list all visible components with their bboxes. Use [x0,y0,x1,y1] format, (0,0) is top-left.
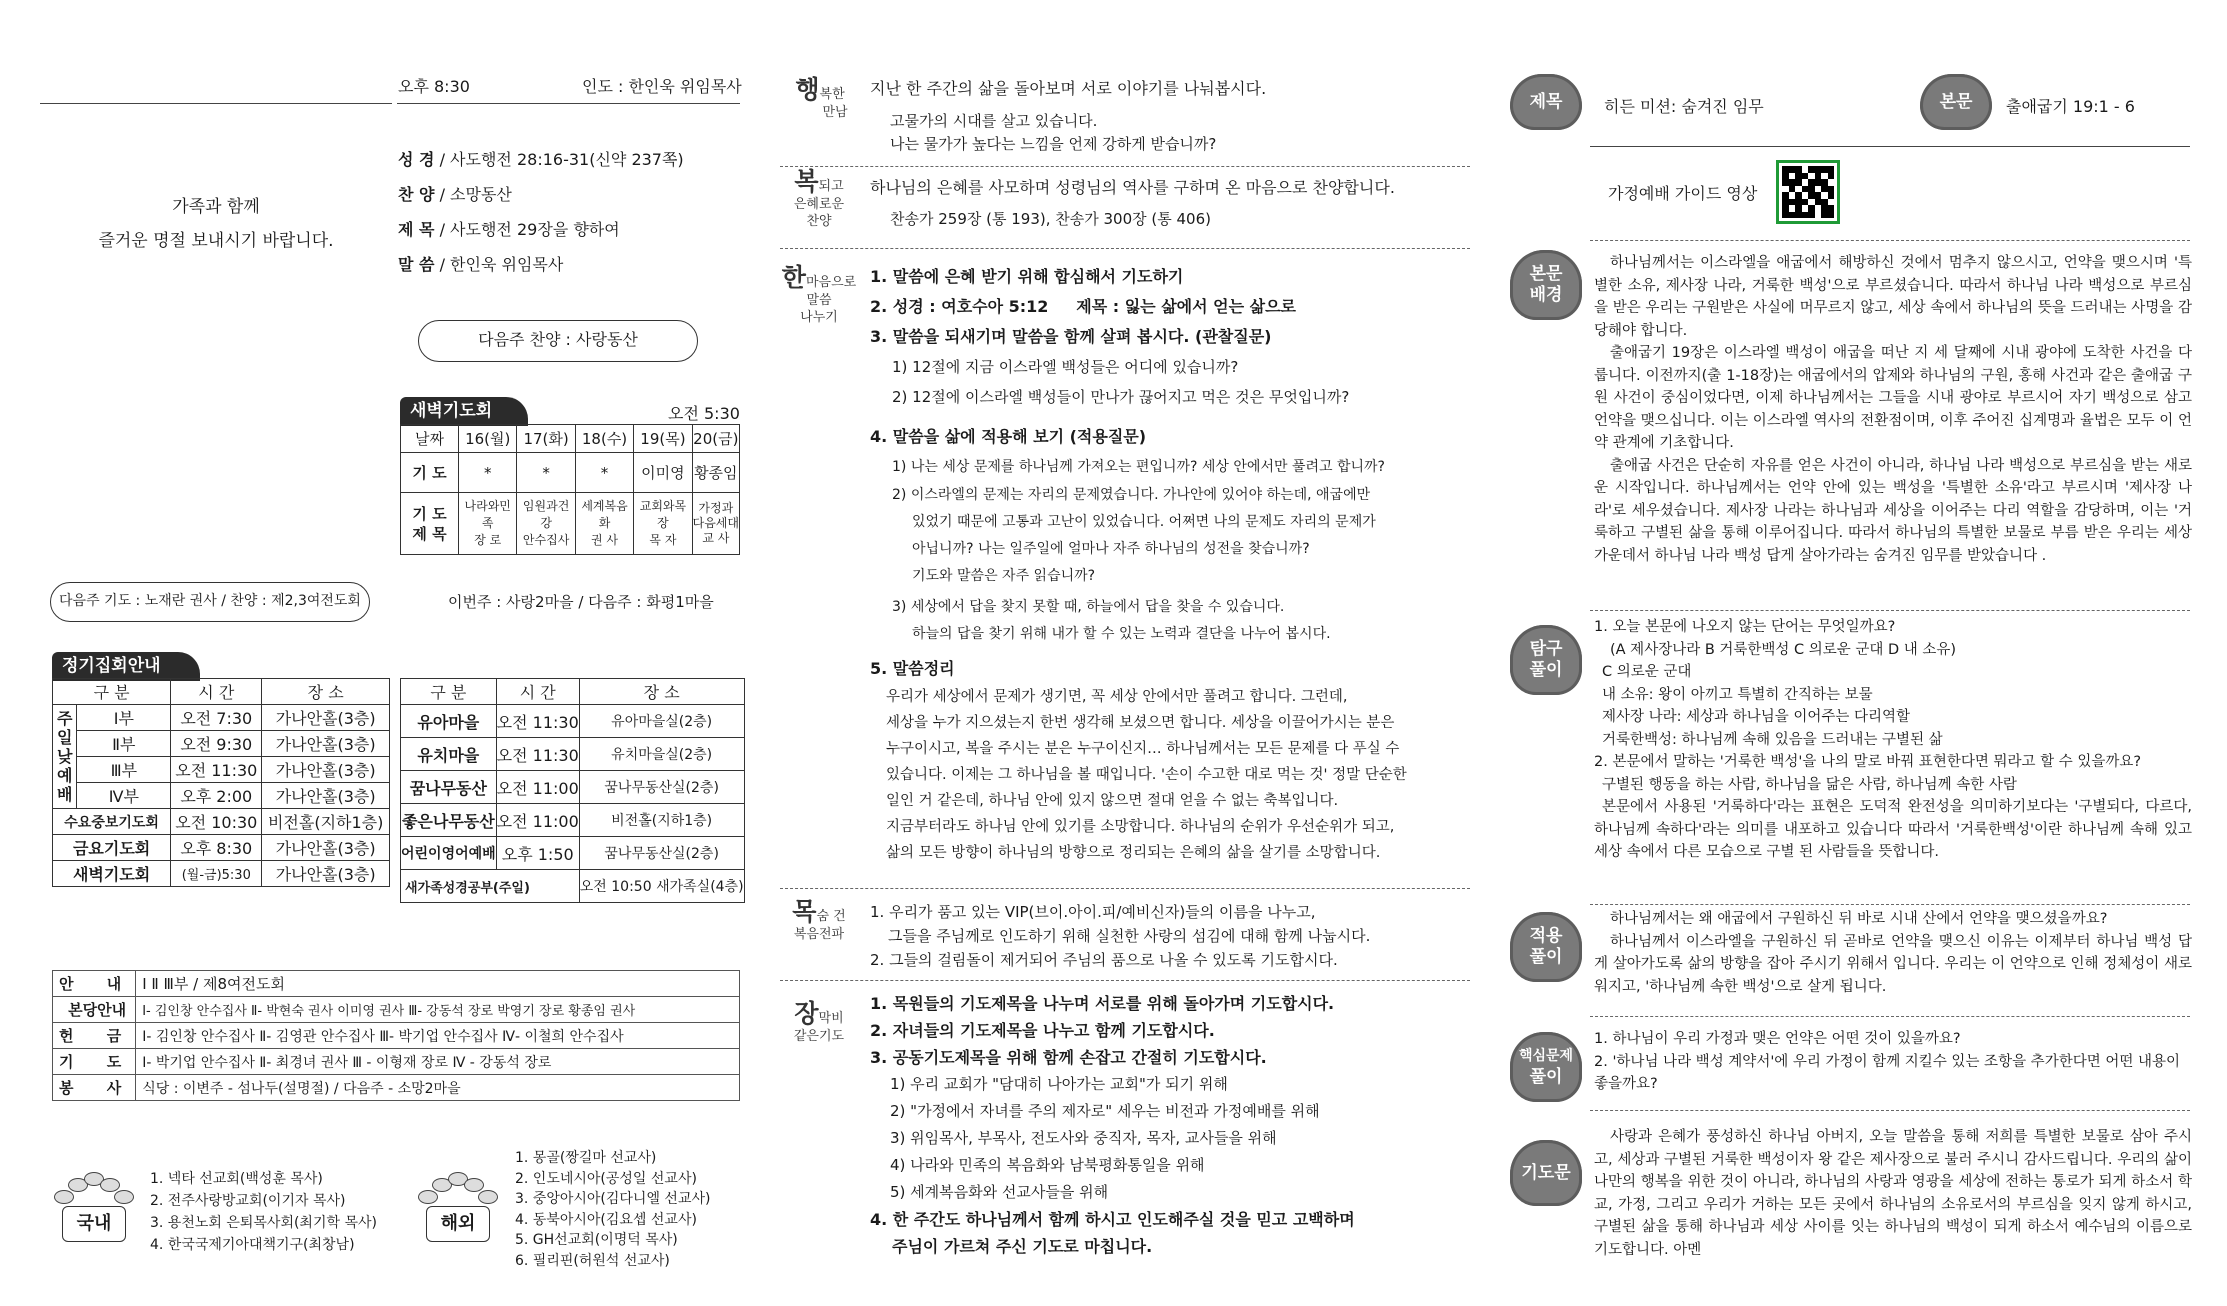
next-prayer: 다음주 기도 : 노재란 권사 / 찬양 : 제2,3여전도회 [50,582,370,622]
meetings-tab: 정기집회안내 [52,652,200,681]
meet-row: 좋은나무동산 오전 11:00 비전홀(지하1층) [401,804,745,837]
dawn-topic-row: 기 도 제 목 나라와민족 장 로 임원과건강 안수집사 세계복음화 권 사 교회와목장 목 자 가정과 다음세대 교 사 [401,493,740,555]
prayer-label-icon: 기도문 [1510,1140,1582,1206]
abroad-label: 해외 [426,1206,490,1242]
sermon-title: 히든 미션: 숨겨진 임무 [1604,97,1764,116]
section-4-body: 1. 우리가 품고 있는 VIP(브이.아이.피/예비신자)들의 이름을 나누고, 그들을 주님께로 인도하기 위해 실천한 사랑의 섬김에 대해 함께 나눕시다. 2. 그들의 걸림돌이 제거되어 주님의 품으로 나올 수 있도록 기도합시다. [870,903,1371,969]
section-3-mark: 한마음으로 말씀 나누기 [781,263,857,325]
greeting-line-1: 가족과 함께 [172,197,260,217]
meet-row: 금요기도회 오후 8:30 가나안홀(3층) [53,835,390,861]
dawn-time: 오전 5:30 [668,404,740,423]
info-row: 기 도 Ⅰ- 박기업 안수집사 Ⅱ- 최경녀 권사 Ⅲ - 이형재 장로 Ⅳ - 강동석 장로 [53,1049,740,1075]
section-5-body: 1. 목원들의 기도제목을 나누며 서로를 위해 돌아가며 기도합시다. 2. 자녀들의 기도제목을 나누고 함께 기도합시다. 3. 공동기도제목을 위해 함께 손잡고 간절히 기도합시다. 1) 우리 교회가 "담대히 나아가는 교회"가 되기 위해 2) "가정에서 자녀를 주의 제자로" 세우는 비전과 가정예배를 위해 3) 위임목사, 부목사, 전도사와 중직자, 목자, 교사들을 위해 4) 나라와 민족의 복음화와 남북평화통일을 위해 5) 세계복음화와 선교사들을 위해 4. 한 주간도 하나님께서 함께 하시고 인도해주실 것을 믿고 고백하며 주님이 가르쳐 주신 기도로 마칩니다. [870,994,1355,1256]
title-label-icon: 제목 [1510,74,1582,130]
apply-q2: 2) 이스라엘의 문제는 자리의 문제였습니다. 가나안에 있어야 하는데, 애굽에만 있었기 때문에 고통과 고난이 있었습니다. 어쩌면 나의 문제도 자리의 문제가 아닙니까? 나는 일주일에 얼마나 자주 하나님의 성전을 찾습니까? 기도와 말씀은 자주 읽습니까? [892,487,1376,584]
domestic-label: 국내 [62,1206,126,1242]
domestic-wreath-icon [46,1168,142,1248]
service-row: 제 목 / 사도행전 29장을 향하여 [398,220,620,239]
core-label-icon: 핵심문제 풀이 [1510,1032,1582,1102]
greeting [40,190,392,258]
meet-row: Ⅱ부 오전 9:30 가나안홀(3층) [53,731,390,757]
dawn-head-row: 날짜 16(월) 17(화) 18(수) 19(목) 20(금) [401,425,740,453]
prayer-text: 사랑과 은혜가 풍성하신 하나님 아버지, 오늘 말씀을 통해 저희를 특별한 보물로 삼아 주시고, 세상과 구별된 거룩한 백성이자 왕 같은 제사장으로 불러 주시니 감사드립니다. 우리의 삶이 나만의 행복을 위한 것이 아니라, 하나님의 사랑과 영광을 세상에 전하는 통로가 되게 하소서 학교, 가정, 그리고 우리가 거하는 모든 곳에서 하나님의 소유로서의 부르심을 잊지 않게 하시고, 구별된 삶을 통해 하나님과 세상 사이를 잇는 하나님의 백성이 되게 하소서 예수님의 이름으로 기도합니다. 아멘 [1594,1129,2192,1258]
info-row: 봉 사 식당 : 이변주 - 섬나두(설명절) / 다음주 - 소망2마을 [53,1075,740,1101]
dawn-table [400,424,740,555]
meet-row: 주일낮예배 Ⅰ부 오전 7:30 가나안홀(3층) [53,705,390,731]
section-1-mark: 행복한 만남 [795,75,848,120]
apply-q3: 3) 세상에서 답을 찾지 못할 때, 하늘에서 답을 찾을 수 있습니다. 하늘의 답을 찾기 위해 내가 할 수 있는 노력과 결단을 나누어 봅시다. [892,599,1331,642]
abroad-missions: 1. 몽골(짱길마 선교사) 2. 인도네시아(공성일 선교사) 3. 중앙아시아(김다니엘 선교사) 4. 동북아시아(김요셉 선교사) 5. GH선교회(이명덕 목사) 6. 필리핀(허원석 선교사) [515,1150,711,1269]
apply-label-icon: 적용 풀이 [1510,912,1582,982]
meet-row: 유아마을 오전 11:30 유아마을실(2층) [401,705,745,738]
explore-label-icon: 탐구 풀이 [1510,625,1582,695]
section-2-mark: 복되고 은혜로운 찬양 [793,167,845,229]
explore-text: 1. 오늘 본문에 나오지 않는 단어는 무엇일까요? (A 제사장나라 B 거룩한백성 C 의로운 군대 D 내 소유) C 의로운 군대 내 소유: 왕이 아끼고 특별히 간직하는 보물 제사장 나라: 세상과 하나님을 이어주는 다리역할 거룩한백성: 하나님께 속해 있음을 드러내는 구별된 삶 2. 본문에서 말하는 '거룩한 백성'을 나의 말로 바꿔 표현한다면 뭐라고 할 수 있을까요? 구별된 행동을 하는 사람, 하나님을 닮은 사람, 하나님께 속한 사람 본문에서 사용된 '거룩하다'라는 표현은 도덕적 완전성을 의미하기보다는 '구별되다, 다르다, 하나님께 속하다'라는 의미를 내포하고 있습니다 따라서 '거룩한백성'이란 하나님께 속해 있고 세상 속에서 다른 모습으로 구별 된 사람들을 뜻합니다. [1594,619,2192,860]
service-row: 말 씀 / 한인욱 위임목사 [398,255,564,274]
service-time: 오후 8:30 [398,77,470,96]
meetings-table-left [52,678,390,887]
section-2-body: 찬송가 259장 (통 193), 찬송가 300장 (통 406) [890,210,1211,228]
meet-row: 유치마을 오전 11:30 유치마을실(2층) [401,738,745,771]
sermon-text: 출애굽기 19:1 - 6 [2006,97,2135,116]
section-4-mark: 목숨 건 복음전파 [792,897,846,942]
abroad-wreath-icon [410,1168,506,1248]
service-row: 성 경 / 사도행전 28:16-31(신약 237쪽) [398,150,684,169]
dawn-prayer-row: 기 도 * * * 이미영 황종임 [401,453,740,493]
section-3-body: 1. 말씀에 은혜 받기 위해 합심해서 기도하기 2. 성경 : 여호수아 5:12 제목 : 잃는 삶에서 얻는 삶으로 3. 말씀을 되새기며 말씀을 함께 살펴 봅시다. (관찰질문) 1) 12절에 지금 이스라엘 백성들은 어디에 있습니까? 2) 12절에 이스라엘 백성들이 만나가 끊어지고 먹은 것은 무엇입니까? 4. 말씀을 삶에 적용해 보기 (적용질문) 1) 나는 세상 문제를 하나님께 가져오는 편입니까? 세상 안에서만 풀려고 합니까? 2) 이스라엘의 문제는 자리의 문제였습니다. 가나안에 있어야 하는데, 애굽에만 있었기 때문에 고통과 고난이 있었습니다. 어쩌면 나의 문제도 자리의 문제가 아닙니까? 나는 일주일에 얼마나 자주 하나님의 성전을 찾습니까? 기도와 말씀은 자주 읽습니까? 3) 세상에서 답을 찾지 못할 때, 하늘에서 답을 찾을 수 있습니다. 하늘의 답을 찾기 위해 내가 할 수 있는 노력과 결단을 나누어 봅시다. 5. 말씀정리 우리가 세상에서 문제가 생기면, 꼭 세상 안에서만 풀려고 합니다. 그런데, 세상을 누가 지으셨는지 한번 생각해 보셨으면 합니다. 세상을 이끌어가시는 분은 누구이시고, 복을 주시는 분은 누구이신지… 하나님께서는 모든 문제를 다 푸실 수 있습니다. 이제는 그 하나님을 볼 때입니다. '손이 수고한 대로 먹는 것' 정말 단순한 일인 거 같은데, 하나님 안에 있지 않으면 절대 얻을 수 없는 축복입니다. 지금부터라도 하나님 안에 있기를 소망합니다. 하나님의 순위가 우선순위가 되고, 삶의 모든 방향이 하나님의 방향으로 정리되는 은혜의 삶을 살기를 소망합니다. [870,262,1480,866]
meet-row: 새가족성경공부(주일) 오전 10:50 새가족실(4층) [401,870,745,903]
section-2-title: 하나님의 은혜를 사모하며 성령님의 역사를 구하며 온 마음으로 찬양합니다. [870,178,1395,197]
info-row: 본당안내 Ⅰ- 김인창 안수집사 Ⅱ- 박현숙 권사 이미영 권사 Ⅲ- 강동석 장로 박영기 장로 황종임 권사 [53,997,740,1023]
this-week: 이번주 : 사랑2마을 / 다음주 : 화평1마을 [448,593,714,611]
meet-row: 어린이영어예배 오후 1:50 꿈나무동산실(2층) [401,837,745,870]
section-1-body: 고물가의 시대를 살고 있습니다. 나는 물가가 높다는 느낌을 언제 강하게 받습니까? [890,112,1217,153]
meet-head: 구 분 시 간 장 소 [53,679,390,705]
text-label-icon: 본문 [1920,74,1992,130]
greeting-line-2: 즐거운 명절 보내시기 바랍니다. [98,231,334,251]
meet-row: Ⅲ부 오전 11:30 가나안홀(3층) [53,757,390,783]
meet-head: 구 분 시 간 장 소 [401,679,745,705]
apply-text: 하나님께서는 왜 애굽에서 구원하신 뒤 바로 시내 산에서 언약을 맺으셨을까요? 하나님께서 이스라엘을 구원하신 뒤 곧바로 언약을 맺으신 이유는 이제부터 하나님 백성 답게 살아가도록 삶의 방향을 잡아 주시기 위해서 입니다. 우리는 이 언약으로 인해 정체성이 새로워지고, '하나님께 속한 백성'으로 살게 됩니다. [1594,911,2192,995]
background-label-icon: 본문 배경 [1510,250,1582,320]
guide-video-label: 가정예배 가이드 영상 [1608,184,1758,203]
dawn-tab: 새벽기도회 [400,397,528,426]
section-1-title: 지난 한 주간의 삶을 돌아보며 서로 이야기를 나눠봅시다. [870,79,1267,98]
meetings-table-right [400,678,745,903]
next-praise: 다음주 찬양 : 사랑동산 [418,320,698,362]
domestic-missions: 1. 넥타 선교회(백성훈 목사) 2. 전주사랑방교회(이기자 목사) 3. 용천노회 은퇴목사회(최기학 목사) 4. 한국국제기아대책기구(최창남) [150,1171,377,1253]
service-order [398,142,684,282]
meet-row: 새벽기도회 (월-금)5:30 가나안홀(3층) [53,861,390,887]
meet-row: 수요중보기도회 오전 10:30 비전홀(지하1층) [53,809,390,835]
service-row: 찬 양 / 소망동산 [398,185,512,204]
core-text: 1. 하나님이 우리 가정과 맺은 언약은 어떤 것이 있을까요? 2. '하나님 나라 백성 계약서'에 우리 가정이 함께 지킬수 있는 조항을 추가한다면 어떤 내용이 좋을까요? [1594,1031,2180,1092]
summary: 우리가 세상에서 문제가 생기면, 꼭 세상 안에서만 풀려고 합니다. 그런데, 세상을 누가 지으셨는지 한번 생각해 보셨으면 합니다. 세상을 이끌어가시는 분은 누구이시고, 복을 주시는 분은 누구이신지… 하나님께서는 모든 문제를 다 푸실 수 있습니다. 이제는 그 하나님을 볼 때입니다. '손이 수고한 대로 먹는 것' 정말 단순한 일인 거 같은데, 하나님 안에 있지 않으면 절대 얻을 수 없는 축복입니다. 지금부터라도 하나님 안에 있기를 소망합니다. 하나님의 순위가 우선순위가 되고, 삶의 모든 방향이 하나님의 방향으로 정리되는 은혜의 삶을 살기를 소망합니다. [886,689,1407,861]
info-row: 헌 금 Ⅰ- 김인창 안수집사 Ⅱ- 김영관 안수집사 Ⅲ- 박기업 안수집사 Ⅳ- 이철희 안수집사 [53,1023,740,1049]
qr-code-icon[interactable] [1776,160,1840,224]
meet-row: Ⅳ부 오후 2:00 가나안홀(3층) [53,783,390,809]
meet-row: 꿈나무동산 오전 11:00 꿈나무동산실(2층) [401,771,745,804]
section-5-mark: 장막비 같은기도 [793,999,845,1044]
info-table [52,970,740,1101]
background-text: 하나님께서는 이스라엘을 애굽에서 해방하신 것에서 멈추지 않으시고, 언약을 맺으시며 '특별한 소유, 제사장 나라, 거룩한 백성'으로 부르셨습니다. 따라서 하나님 나라 백성으로 부르심을 받은 우리는 구원받은 사실에 머무르지 않고, 세상 속에서 하나님의 뜻을 드러내는 사명을 감당해야 합니다. 출애굽기 19장은 이스라엘 백성이 애굽을 떠난 지 세 달째에 시내 광야에 도착한 사건을 다룹니다. 이전까지(출 1-18장)는 애굽에서의 압제와 하나님의 구원, 홍해 사건과 같은 출애굽 구원 사건이 중심이었다면, 이제 하나님께서는 그들을 시내 광야로 부르시어 자기 백성으로 삼고 언약을 맺으십니다. 이는 이스라엘 역사의 전환점이며, 이후 주어진 십계명과 율법은 모두 이 언약 관계에 기초합니다. 출애굽 사건은 단순히 자유를 얻은 사건이 아니라, 하나님 나라 백성으로 부르심을 받는 새로운 시작입니다. 하나님께서는 언약 안에 있는 백성을 '특별한 소유'라고 부르시며 '제사장 나라'로 세우셨습니다. 제사장 나라는 하나님과 세상을 이어주는 다리 역할을 감당하며, 이는 '거룩하고 구별된 삶을 통해 이루어집니다. 따라서 하나님의 특별한 보물로 부름 받은 우리는 세상 가운데서 하나님 나라 백성 답게 살아가라는 숨겨진 임무를 받았습니다 . [1594,255,2192,564]
service-leader: 인도 : 한인욱 위임목사 [582,77,742,96]
info-row: 안 내 Ⅰ Ⅱ Ⅲ부 / 제8여전도회 [53,971,740,997]
